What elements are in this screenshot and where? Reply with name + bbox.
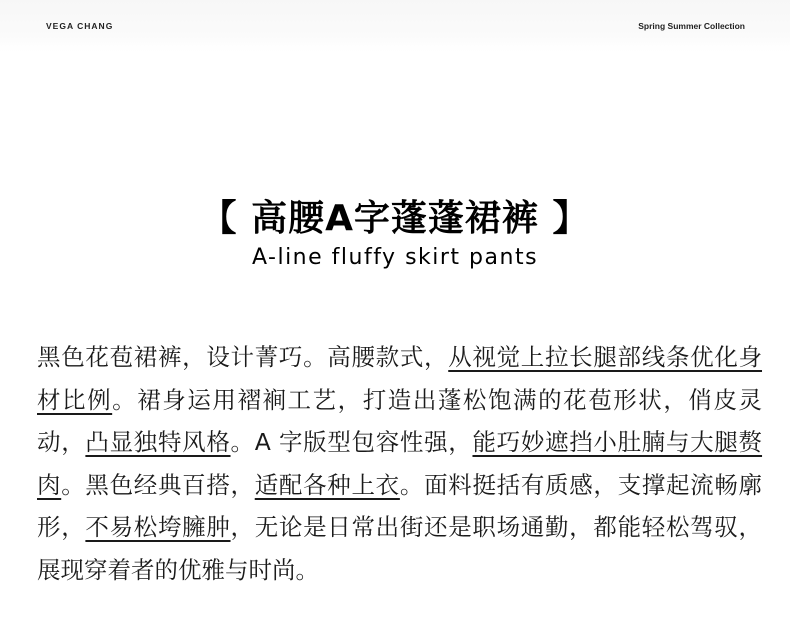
description-text: 。裙身运用褶裥工艺，打造出蓬松饱满的花苞形状，俏皮灵动， (37, 385, 763, 456)
highlight-style: 凸显独特风格 (85, 428, 231, 456)
description-text: 。黑色经典百搭， (61, 470, 255, 499)
description-text: 。A 字版型包容性强， (230, 428, 473, 456)
highlight-slimming: 从视觉上拉长腿部线条优化身材比例 (37, 343, 763, 414)
description-text: ，无论是日常出街还是职场通勤，都能轻松驾驭，展现穿着者的优雅与时尚。 (37, 513, 763, 584)
product-description (37, 336, 762, 591)
product-title: 【 高腰A字蓬蓬裙裤 】 (200, 198, 590, 239)
top-bar (0, 0, 790, 52)
highlight-fabric: 不易松垮臃肿 (85, 513, 231, 541)
collection-label: Spring Summer Collection (638, 21, 745, 31)
brand-name: VEGA CHANG (46, 21, 114, 31)
description-text: 黑色花苞裙裤，设计菁巧。高腰款式， (37, 343, 449, 371)
highlight-matching: 适配各种上衣 (254, 470, 400, 499)
highlight-coverage: 能巧妙遮挡小肚腩与大腿赘肉 (37, 428, 763, 499)
description-text: 。面料挺括有质感，支撑起流畅廓形， (37, 470, 763, 541)
product-subtitle: A-line fluffy skirt pants (251, 245, 539, 270)
